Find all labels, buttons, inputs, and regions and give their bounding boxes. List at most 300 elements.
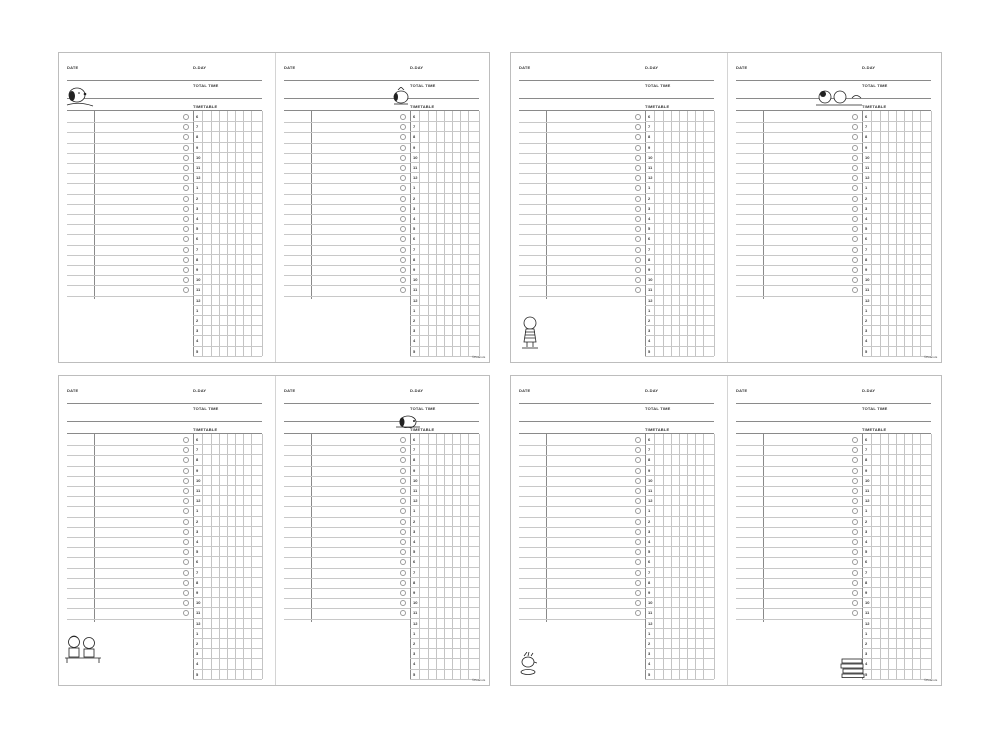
timetable-row[interactable] [410,607,479,608]
timetable-row[interactable] [645,264,714,265]
timetable-row[interactable] [645,638,714,639]
task-row[interactable] [284,598,410,599]
task-row[interactable] [284,537,410,538]
timetable-row[interactable] [645,121,714,122]
timetable-row[interactable] [193,505,262,506]
timetable-row[interactable] [410,628,479,629]
task-checkbox[interactable] [852,610,858,616]
timetable-row[interactable] [410,244,479,245]
task-checkbox[interactable] [400,165,406,171]
task-row[interactable] [67,224,193,225]
task-checkbox[interactable] [852,247,858,253]
task-checkbox[interactable] [400,267,406,273]
task-row[interactable] [519,496,645,497]
task-checkbox[interactable] [400,145,406,151]
timetable-row[interactable] [410,182,479,183]
task-checkbox[interactable] [635,529,641,535]
timetable-row[interactable] [193,587,262,588]
task-row[interactable] [519,265,645,266]
task-row[interactable] [284,619,410,620]
timetable-row[interactable] [410,284,479,285]
task-checkbox[interactable] [635,488,641,494]
timetable-row[interactable] [645,223,714,224]
timetable-row[interactable] [862,587,931,588]
timetable-row[interactable] [862,193,931,194]
task-row[interactable] [284,608,410,609]
task-row[interactable] [519,517,645,518]
task-checkbox[interactable] [400,206,406,212]
timetable-row[interactable] [193,356,262,357]
task-checkbox[interactable] [183,145,189,151]
timetable-row[interactable] [410,444,479,445]
task-checkbox[interactable] [635,206,641,212]
task-row[interactable] [519,445,645,446]
timetable-row[interactable] [862,516,931,517]
timetable-row[interactable] [410,356,479,357]
timetable-row[interactable] [410,587,479,588]
timetable-row[interactable] [193,254,262,255]
task-checkbox[interactable] [852,216,858,222]
task-checkbox[interactable] [183,488,189,494]
task-row[interactable] [736,578,862,579]
task-checkbox[interactable] [400,559,406,565]
timetable-row[interactable] [645,577,714,578]
task-checkbox[interactable] [635,539,641,545]
task-checkbox[interactable] [852,206,858,212]
timetable-row[interactable] [410,152,479,153]
task-row[interactable] [67,173,193,174]
task-row[interactable] [284,173,410,174]
task-checkbox[interactable] [635,600,641,606]
task-row[interactable] [67,476,193,477]
task-checkbox[interactable] [852,226,858,232]
timetable-row[interactable] [410,648,479,649]
task-checkbox[interactable] [400,287,406,293]
timetable-row[interactable] [645,597,714,598]
timetable-row[interactable] [193,315,262,316]
task-row[interactable] [67,445,193,446]
task-row[interactable] [736,122,862,123]
task-row[interactable] [284,224,410,225]
task-checkbox[interactable] [400,185,406,191]
task-checkbox[interactable] [400,529,406,535]
task-checkbox[interactable] [852,519,858,525]
timetable-row[interactable] [862,526,931,527]
timetable-row[interactable] [410,577,479,578]
date-field-line[interactable] [736,80,931,81]
task-checkbox[interactable] [852,287,858,293]
timetable-row[interactable] [645,587,714,588]
timetable-row[interactable] [862,172,931,173]
task-checkbox[interactable] [852,478,858,484]
timetable-row[interactable] [410,526,479,527]
timetable-row[interactable] [862,597,931,598]
timetable-row[interactable] [645,162,714,163]
timetable-row[interactable] [862,244,931,245]
task-checkbox[interactable] [635,590,641,596]
total-time-field-line[interactable] [736,421,931,422]
timetable-row[interactable] [645,669,714,670]
task-row[interactable] [284,163,410,164]
task-row[interactable] [284,265,410,266]
date-field-line[interactable] [67,80,262,81]
task-row[interactable] [519,568,645,569]
task-row[interactable] [736,143,862,144]
timetable-row[interactable] [193,577,262,578]
task-row[interactable] [519,245,645,246]
task-checkbox[interactable] [183,257,189,263]
timetable-row[interactable] [862,284,931,285]
task-checkbox[interactable] [183,559,189,565]
total-time-field-line[interactable] [67,98,262,99]
timetable-row[interactable] [862,567,931,568]
timetable-row[interactable] [862,536,931,537]
task-row[interactable] [736,506,862,507]
timetable-row[interactable] [193,638,262,639]
timetable-row[interactable] [862,485,931,486]
task-checkbox[interactable] [183,457,189,463]
timetable-row[interactable] [410,295,479,296]
task-row[interactable] [67,204,193,205]
task-row[interactable] [67,619,193,620]
timetable-row[interactable] [645,505,714,506]
task-row[interactable] [67,588,193,589]
task-checkbox[interactable] [400,437,406,443]
timetable-row[interactable] [193,444,262,445]
timetable-row[interactable] [193,465,262,466]
task-checkbox[interactable] [183,610,189,616]
task-row[interactable] [67,194,193,195]
timetable-row[interactable] [410,505,479,506]
timetable-row[interactable] [410,203,479,204]
task-checkbox[interactable] [635,508,641,514]
timetable-row[interactable] [645,233,714,234]
task-checkbox[interactable] [852,124,858,130]
task-checkbox[interactable] [183,478,189,484]
task-checkbox[interactable] [852,257,858,263]
timetable-row[interactable] [410,162,479,163]
task-checkbox[interactable] [400,468,406,474]
timetable-row[interactable] [862,638,931,639]
task-checkbox[interactable] [852,185,858,191]
timetable-row[interactable] [862,618,931,619]
task-row[interactable] [284,588,410,589]
task-row[interactable] [519,122,645,123]
task-checkbox[interactable] [635,247,641,253]
task-row[interactable] [284,153,410,154]
timetable-row[interactable] [193,618,262,619]
task-row[interactable] [736,547,862,548]
task-row[interactable] [736,619,862,620]
task-checkbox[interactable] [635,468,641,474]
timetable-row[interactable] [645,475,714,476]
task-row[interactable] [736,132,862,133]
timetable-row[interactable] [410,556,479,557]
task-checkbox[interactable] [183,447,189,453]
task-row[interactable] [284,557,410,558]
task-row[interactable] [736,214,862,215]
task-checkbox[interactable] [183,124,189,130]
task-row[interactable] [736,234,862,235]
timetable-row[interactable] [193,274,262,275]
timetable-row[interactable] [193,454,262,455]
timetable-row[interactable] [645,485,714,486]
timetable-row[interactable] [862,295,931,296]
task-checkbox[interactable] [852,236,858,242]
timetable-row[interactable] [862,607,931,608]
task-row[interactable] [284,204,410,205]
task-checkbox[interactable] [183,226,189,232]
timetable-row[interactable] [193,346,262,347]
task-checkbox[interactable] [635,549,641,555]
task-checkbox[interactable] [852,277,858,283]
task-row[interactable] [284,194,410,195]
timetable-row[interactable] [410,516,479,517]
task-row[interactable] [736,496,862,497]
task-checkbox[interactable] [635,447,641,453]
task-row[interactable] [67,296,193,297]
task-row[interactable] [519,173,645,174]
timetable-row[interactable] [862,577,931,578]
timetable-row[interactable] [410,346,479,347]
timetable-row[interactable] [410,567,479,568]
timetable-row[interactable] [645,679,714,680]
task-row[interactable] [67,557,193,558]
timetable-row[interactable] [862,213,931,214]
task-row[interactable] [284,568,410,569]
task-row[interactable] [67,578,193,579]
timetable-row[interactable] [645,567,714,568]
timetable-row[interactable] [645,346,714,347]
task-checkbox[interactable] [852,590,858,596]
task-row[interactable] [519,296,645,297]
task-row[interactable] [284,122,410,123]
task-checkbox[interactable] [183,549,189,555]
timetable-row[interactable] [410,669,479,670]
timetable-row[interactable] [645,274,714,275]
task-row[interactable] [519,275,645,276]
task-row[interactable] [736,173,862,174]
timetable-row[interactable] [862,556,931,557]
timetable-row[interactable] [862,325,931,326]
task-checkbox[interactable] [635,610,641,616]
task-checkbox[interactable] [400,447,406,453]
timetable-row[interactable] [193,193,262,194]
timetable-row[interactable] [862,182,931,183]
task-row[interactable] [67,466,193,467]
task-row[interactable] [67,486,193,487]
timetable-row[interactable] [862,454,931,455]
task-checkbox[interactable] [183,529,189,535]
timetable-row[interactable] [645,315,714,316]
timetable-row[interactable] [193,546,262,547]
timetable-row[interactable] [862,648,931,649]
timetable-row[interactable] [645,546,714,547]
task-checkbox[interactable] [635,185,641,191]
timetable-row[interactable] [193,182,262,183]
timetable-row[interactable] [645,131,714,132]
timetable-row[interactable] [193,172,262,173]
task-checkbox[interactable] [852,498,858,504]
task-checkbox[interactable] [635,165,641,171]
timetable-row[interactable] [862,264,931,265]
timetable-row[interactable] [410,638,479,639]
task-row[interactable] [284,234,410,235]
task-row[interactable] [519,598,645,599]
task-row[interactable] [67,132,193,133]
task-row[interactable] [736,183,862,184]
task-checkbox[interactable] [400,478,406,484]
task-checkbox[interactable] [635,498,641,504]
timetable-row[interactable] [410,315,479,316]
task-row[interactable] [67,527,193,528]
task-row[interactable] [67,598,193,599]
timetable-row[interactable] [645,305,714,306]
timetable-row[interactable] [862,315,931,316]
task-row[interactable] [284,255,410,256]
task-checkbox[interactable] [400,175,406,181]
timetable-row[interactable] [193,233,262,234]
task-row[interactable] [736,224,862,225]
timetable-row[interactable] [645,182,714,183]
timetable-row[interactable] [862,546,931,547]
timetable-row[interactable] [193,485,262,486]
task-row[interactable] [736,153,862,154]
timetable-row[interactable] [193,305,262,306]
task-row[interactable] [67,143,193,144]
timetable-row[interactable] [410,465,479,466]
date-field-line[interactable] [284,403,479,404]
timetable-row[interactable] [645,536,714,537]
task-row[interactable] [284,275,410,276]
timetable-row[interactable] [645,172,714,173]
timetable-row[interactable] [862,223,931,224]
task-checkbox[interactable] [183,287,189,293]
task-checkbox[interactable] [183,580,189,586]
timetable-row[interactable] [193,597,262,598]
timetable-row[interactable] [645,295,714,296]
task-checkbox[interactable] [400,124,406,130]
timetable-row[interactable] [193,162,262,163]
timetable-row[interactable] [193,658,262,659]
task-checkbox[interactable] [183,539,189,545]
task-row[interactable] [284,296,410,297]
task-row[interactable] [67,122,193,123]
task-checkbox[interactable] [852,447,858,453]
task-checkbox[interactable] [852,570,858,576]
task-checkbox[interactable] [635,267,641,273]
timetable-row[interactable] [193,142,262,143]
timetable-row[interactable] [410,223,479,224]
timetable-row[interactable] [193,264,262,265]
task-checkbox[interactable] [400,610,406,616]
task-row[interactable] [67,506,193,507]
task-checkbox[interactable] [183,600,189,606]
task-checkbox[interactable] [635,134,641,140]
task-row[interactable] [284,486,410,487]
task-checkbox[interactable] [400,570,406,576]
timetable-row[interactable] [410,658,479,659]
task-checkbox[interactable] [400,549,406,555]
timetable-row[interactable] [410,495,479,496]
task-checkbox[interactable] [852,155,858,161]
task-row[interactable] [284,476,410,477]
task-row[interactable] [736,285,862,286]
task-row[interactable] [519,153,645,154]
timetable-row[interactable] [410,121,479,122]
task-row[interactable] [736,608,862,609]
timetable-row[interactable] [645,254,714,255]
task-row[interactable] [736,163,862,164]
timetable-row[interactable] [645,356,714,357]
timetable-row[interactable] [645,658,714,659]
task-checkbox[interactable] [183,247,189,253]
task-row[interactable] [519,476,645,477]
timetable-row[interactable] [645,465,714,466]
task-row[interactable] [519,285,645,286]
total-time-field-line[interactable] [519,98,714,99]
timetable-row[interactable] [862,628,931,629]
task-row[interactable] [284,183,410,184]
timetable-row[interactable] [645,142,714,143]
task-row[interactable] [736,527,862,528]
timetable-row[interactable] [410,325,479,326]
task-row[interactable] [284,245,410,246]
task-checkbox[interactable] [183,155,189,161]
task-checkbox[interactable] [400,498,406,504]
timetable-row[interactable] [410,305,479,306]
task-checkbox[interactable] [635,226,641,232]
task-row[interactable] [519,455,645,456]
task-row[interactable] [736,296,862,297]
timetable-row[interactable] [645,335,714,336]
timetable-row[interactable] [862,335,931,336]
task-row[interactable] [736,445,862,446]
task-row[interactable] [519,619,645,620]
task-checkbox[interactable] [183,519,189,525]
timetable-row[interactable] [862,356,931,357]
timetable-row[interactable] [410,454,479,455]
task-row[interactable] [284,578,410,579]
timetable-row[interactable] [862,152,931,153]
task-checkbox[interactable] [400,539,406,545]
task-row[interactable] [736,265,862,266]
task-row[interactable] [519,506,645,507]
task-checkbox[interactable] [635,559,641,565]
timetable-row[interactable] [862,274,931,275]
timetable-row[interactable] [193,295,262,296]
task-row[interactable] [67,568,193,569]
task-checkbox[interactable] [183,236,189,242]
timetable-row[interactable] [645,516,714,517]
timetable-row[interactable] [193,121,262,122]
task-checkbox[interactable] [852,559,858,565]
task-checkbox[interactable] [635,175,641,181]
timetable-row[interactable] [862,495,931,496]
task-row[interactable] [519,204,645,205]
task-row[interactable] [67,496,193,497]
task-checkbox[interactable] [635,437,641,443]
task-row[interactable] [67,234,193,235]
task-checkbox[interactable] [400,508,406,514]
timetable-row[interactable] [645,203,714,204]
task-row[interactable] [519,234,645,235]
task-checkbox[interactable] [852,580,858,586]
task-row[interactable] [519,183,645,184]
task-row[interactable] [736,537,862,538]
timetable-row[interactable] [645,284,714,285]
task-checkbox[interactable] [852,175,858,181]
